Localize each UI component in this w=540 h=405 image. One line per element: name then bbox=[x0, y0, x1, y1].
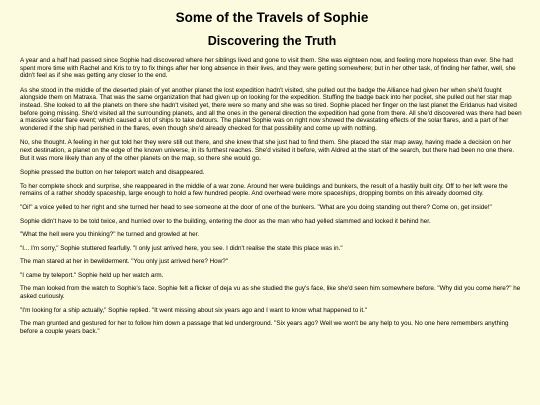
paragraph: "I'm looking for a ship actually," Sophie replied. "It went missing about six years ago and I want to know what happened to it." bbox=[20, 306, 368, 314]
paragraph: The man looked from the watch to Sophie's face. Sophie felt a flicker of deja vu as she studied the guy's face, like she'd seen him somewhere before. "Why did you come here?" he asked curiously. bbox=[20, 285, 521, 301]
paragraph: The man stared at her in bewilderment. "You only just arrived here? How?" bbox=[20, 258, 228, 266]
paragraph: "Oi!" a voice yelled to her right and she turned her head to see someone at the door of one of the bunkers. "What are you doing standing out there? Come on, get inside!" bbox=[20, 203, 492, 211]
paragraph: To her complete shock and surprise, she reappeared in the middle of a war zone. Around her were buildings and bunkers, the result of a hastily built city. Off to her left were the remains of a rather shoddy spaceship, large enough to hold a few hundred people. And overhead were more spaceships, dropping bombs on this already doomed city. bbox=[20, 182, 508, 198]
document-title: Some of the Travels of Sophie bbox=[175, 10, 369, 25]
paragraph: A year and a half had passed since Sophie had discovered where her siblings lived and gone to visit them. She was eighteen now, and feeling more hopeless than ever. She had spent more time with Rachel and Kris to try to fix things after her long absence in their lives, and they were getting somewhere; but in her other task, of finding her father, well, she didn't feel as if she was getting any closer to the end. bbox=[20, 57, 516, 80]
paragraph: The man grunted and gestured for her to follow him down a passage that led underground. "Six years ago? Well we won't be any help to you. No one here remembers anything before a couple years back." bbox=[20, 320, 509, 335]
paragraph: "What the hell were you thinking?" he turned and growled at her. bbox=[20, 231, 200, 239]
paragraph: Sophie pressed the button on her teleport watch and disappeared. bbox=[20, 169, 205, 177]
paragraph: No, she thought. A feeling in her gut told her they were still out there, and she knew that she just had to find them. She placed the star map away, having made a decision on her next destination, a planet on the edge of the known universe, in its furthest reaches. She'd visited it before, with Aldred at the start of the search, but there had been no one there. But it was more likely than any of the other planets on the map, so there she would go. bbox=[20, 139, 515, 162]
chapter-title: Discovering the Truth bbox=[207, 34, 337, 48]
paragraph: As she stood in the middle of the deserted plain of yet another planet the lost expedition hadn't visited, she pulled out the badge the Alliance had given her when she'd fought alongside them on Matraxa. That was the same organization that had given up on looking for the expedition. Stuffing the badge back into her pocket, she pulled out her star map instead. She looked to all the planets on there she hadn't visited yet, there were so many and she was so tired. Sophie placed her finger on the last planet the Eridanus had visited before going missing. She'd visited all the surrounding planets, and all the ones in the general direction the expedition had gone from there. All she'd discovered was there had been a massive solar flare event; which caused a lot of ships to take detours. The planet Sophie was on right now showed the devastating effects of the solar flares, and a part of her wondered if the ship had perished in the flares, even though she'd already checked for that possibility and come up with nothing. bbox=[20, 86, 522, 132]
paragraph: "I... I'm sorry," Sophie stuttered fearfully. "I only just arrived here, you see. I didn't realise the state this place was in." bbox=[20, 244, 343, 252]
paragraph: "I came by teleport." Sophie held up her watch arm. bbox=[20, 271, 164, 279]
paragraph: Sophie didn't have to be told twice, and hurried over to the building, entering the door as the man who had yelled slammed and locked it behind her. bbox=[20, 217, 431, 225]
